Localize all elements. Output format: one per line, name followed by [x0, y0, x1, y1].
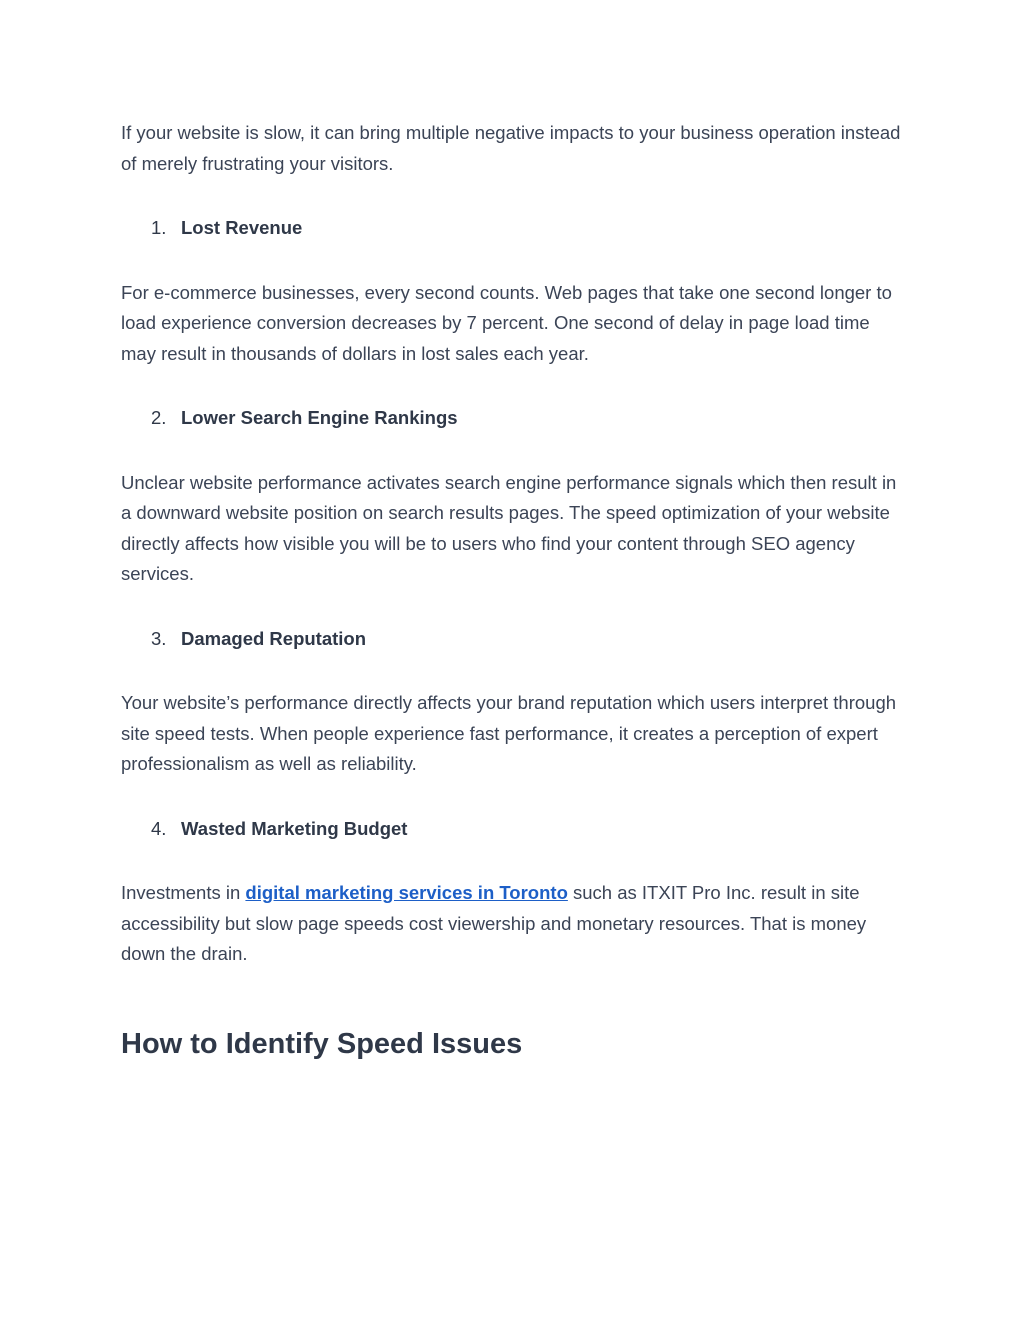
list-number: 1. — [151, 217, 167, 238]
list-title: Lost Revenue — [181, 217, 303, 238]
lost-revenue-paragraph: For e-commerce businesses, every second counts. Web pages that take one second longer to load experience conversion decreases by 7 percent. One second of delay in page load time may result in thousands of dollars in lost sales each year. — [121, 281, 892, 364]
list-number: 4. — [151, 817, 167, 839]
section-heading: How to Identify Speed Issues — [121, 1027, 523, 1060]
digital-marketing-link[interactable]: digital marketing services in Toronto — [245, 882, 568, 903]
list-item-lost-revenue — [121, 213, 901, 244]
list-number: 3. — [151, 627, 167, 649]
document-page — [121, 118, 901, 1062]
budget-text-after: such as ITXIT Pro Inc. result in site accessibility but slow page speeds cost viewership and monetary resources. That is money down the drain. — [121, 882, 867, 964]
list-title: Damaged Reputation — [181, 627, 367, 649]
budget-paragraph — [121, 878, 901, 970]
list-item-damaged-reputation — [121, 624, 901, 655]
rankings-paragraph: Unclear website performance activates search engine performance signals which then result in a downward website position on search results pages. The speed optimization of your website directly affects how visible you will be to users who find your content through SEO agency services. — [121, 471, 897, 584]
list-number: 2. — [151, 407, 167, 428]
budget-text-before: Investments in — [121, 882, 246, 903]
intro-paragraph: If your website is slow, it can bring multiple negative impacts to your business operation instead of merely frustrating your visitors. — [121, 122, 901, 174]
list-item-lower-rankings — [121, 403, 901, 434]
reputation-paragraph: Your website’s performance directly affects your brand reputation which users interpret through site speed tests. When people experience fast performance, it creates a perception of expert professionalism as well as reliability. — [121, 692, 897, 774]
list-title: Lower Search Engine Rankings — [181, 407, 458, 428]
list-item-wasted-budget — [121, 814, 901, 845]
list-title: Wasted Marketing Budget — [181, 817, 408, 839]
